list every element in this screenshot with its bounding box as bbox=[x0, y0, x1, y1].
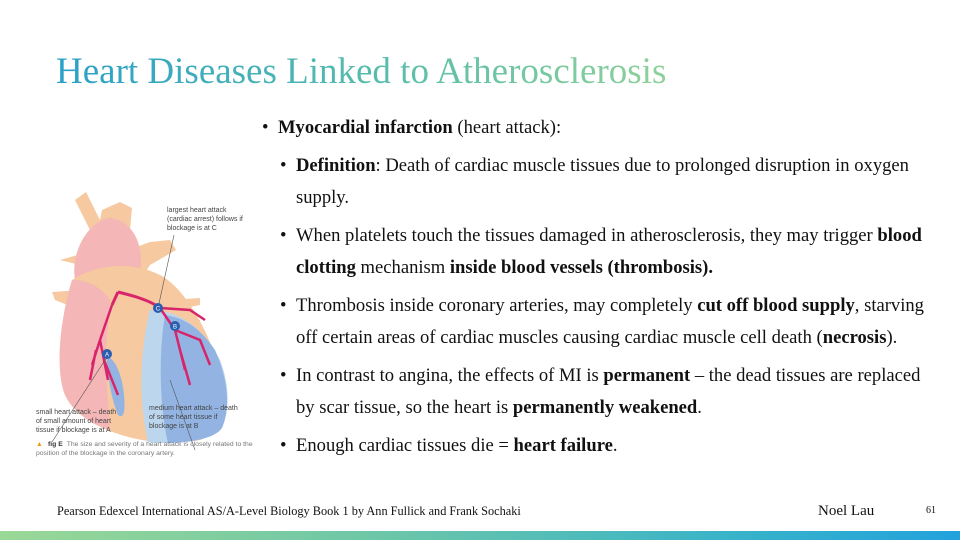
triangle-icon: ▲ bbox=[36, 441, 43, 448]
footer-gradient-bar bbox=[0, 531, 960, 540]
figure-id: fig E bbox=[48, 441, 63, 448]
slide-title: Heart Diseases Linked to Atherosclerosis bbox=[56, 51, 667, 92]
bullet-item bbox=[262, 150, 927, 215]
bold-term: inside blood vessels (thrombosis). bbox=[449, 257, 713, 278]
page-number: 61 bbox=[926, 505, 936, 516]
caption-text: The size and severity of a heart attack is closely related to the position of the blockage in the coronary artery. bbox=[36, 441, 253, 457]
marker-b: B bbox=[172, 324, 178, 331]
label-blockage-b: medium heart attack – death of some heart tissue if blockage is at B bbox=[149, 405, 238, 430]
bold-term: permanent bbox=[603, 364, 691, 386]
bullet-text: . bbox=[697, 397, 702, 418]
bold-term: Definition bbox=[296, 154, 376, 176]
bullet-text: ). bbox=[886, 327, 898, 348]
label-blockage-c: largest heart attack (cardiac arrest) follows if blockage is at C bbox=[167, 207, 243, 232]
bullet-text: When platelets touch the tissues damaged in atherosclerosis, they may trigger bbox=[296, 224, 878, 246]
bullet-text: Enough cardiac tissues die = bbox=[296, 434, 514, 456]
source-citation: Pearson Edexcel International AS/A-Level Biology Book 1 by Ann Fullick and Frank Sochaki bbox=[57, 504, 521, 518]
bold-term: necrosis bbox=[822, 327, 887, 348]
bullet-item bbox=[262, 290, 927, 355]
bullet-text: Thrombosis inside coronary arteries, may completely bbox=[296, 294, 698, 316]
bold-term: heart failure bbox=[513, 434, 613, 456]
bullet-text: . bbox=[612, 434, 618, 456]
bold-term: blood clotting bbox=[296, 224, 922, 278]
heart-attack-diagram bbox=[0, 180, 270, 465]
bullet-item bbox=[262, 360, 927, 425]
bullet-item bbox=[262, 112, 927, 145]
label-blockage-a: small heart attack – death of small amount of heart tissue if blockage is at A bbox=[36, 409, 117, 434]
bullet-text: , starving off certain areas of cardiac muscles causing cardiac muscle cell death ( bbox=[296, 294, 924, 348]
bullet-text: In contrast to angina, the effects of MI is bbox=[296, 364, 604, 386]
bullet-text: (heart attack): bbox=[452, 117, 562, 138]
bold-term: cut off blood supply bbox=[697, 294, 855, 316]
bullet-text: : Death of cardiac muscle tissues due to prolonged disruption in oxygen supply. bbox=[296, 154, 909, 208]
bullet-item bbox=[262, 220, 927, 285]
bold-term: permanently weakened bbox=[512, 397, 698, 418]
figure-caption bbox=[36, 440, 266, 458]
bullet-text: mechanism bbox=[355, 257, 450, 278]
bullet-text: – the dead tissues are replaced by scar tissue, so the heart is bbox=[296, 364, 921, 418]
author-name: Noel Lau bbox=[818, 503, 875, 519]
marker-c: C bbox=[155, 306, 161, 313]
bullet-item bbox=[262, 430, 927, 463]
bullet-list bbox=[262, 112, 927, 462]
marker-a: A bbox=[104, 352, 110, 359]
bold-term: Myocardial infarction bbox=[278, 117, 453, 138]
